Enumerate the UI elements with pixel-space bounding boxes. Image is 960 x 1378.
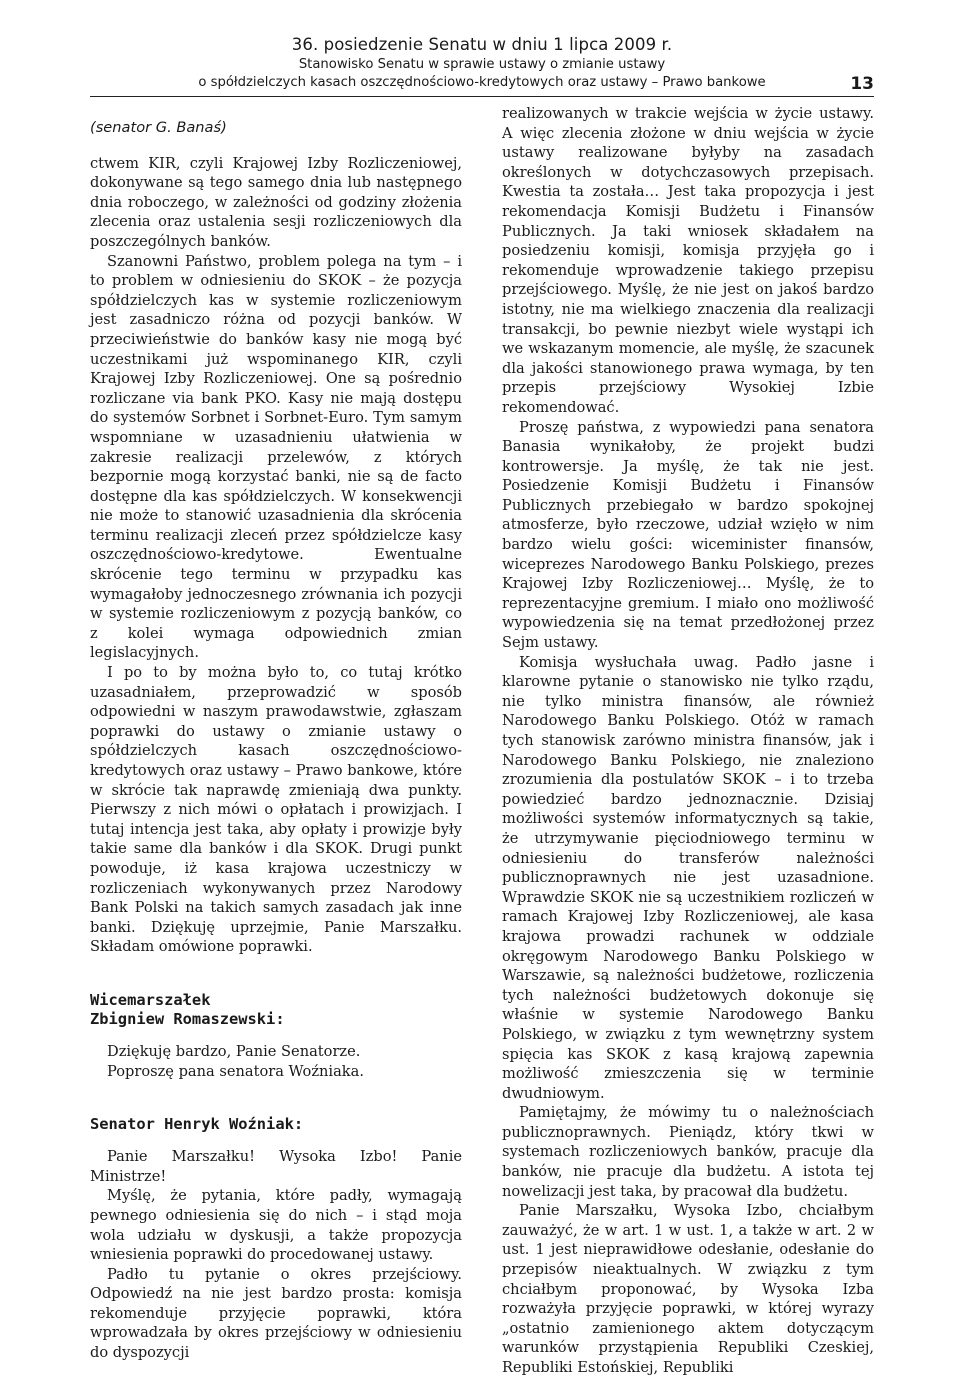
speaker-continuation-note: (senator G. Banaś) bbox=[90, 119, 227, 136]
header-subtitle-line1: Stanowisko Senatu w sprawie ustawy o zmianie ustawy bbox=[298, 57, 666, 72]
right-column bbox=[502, 104, 874, 1378]
paragraph: Komisja wysłuchała uwag. Padło jasne i klarowne pytanie o stanowisko nie tylko rządu, nie tylko ministra finansów, ale również Narodowego Banku Polskiego. Otóż w ramach tych stanowisk zarówno ministra finansów, jak i Narodowego Banku Polskiego, nie znaleziono zrozumienia dla postulatów SKOK – i to trzeba powiedzieć bardzo jednoznacznie. Dzisiaj możliwości systemów informatycznych są takie, że utrzymywanie pięciodniowego terminu w odniesieniu do transferów należności publicznoprawnych nie jest uzasadnione. Wprawdzie SKOK nie są uczestnikiem rozliczeń w ramach Krajowej Izby Rozliczeniowej, ale kasa krajowa prowadzi rachunek w oddziale okręgowym Narodowego Banku Polskiego w Warszawie, są należności budżetowe, rozliczenia tych należności budżetowych dokonuje się właśnie w systemie Narodowego Banku Polskiego, w związku z tym wewnętrzny system spięcia kas SKOK z kasą krajową zapewnia możliwość zmieszczenia się w terminie dwudniowym. bbox=[502, 653, 874, 1102]
left-column bbox=[90, 104, 462, 1363]
paragraph: ctwem KIR, czyli Krajowej Izby Rozliczeniowej, dokonywane są tego samego dnia lub następnego dnia roboczego, w zależności od godziny złożenia zlecenia oraz ustalenia sesji rozliczeniowych dla poszczególnych banków. bbox=[90, 154, 462, 250]
paragraph: Panie Marszałku, Wysoka Izbo, chciałbym zauważyć, że w art. 1 w ust. 1, a także w art. 2 w ust. 1 jest nieprawidłowe odesłanie, odesłanie do przepisów nieaktualnych. W związku z tym chciałbym proponować, by Wysoka Izba rozważyła przyjęcie poprawki, w której wyrazy „ostatnio zamienionego aktem dotyczącym warunków przystąpienia Republiki Czeskiej, Republiki Estońskiej, Republiki bbox=[502, 1202, 874, 1376]
paragraph: Panie Marszałku! Wysoka Izbo! Panie Ministrze! bbox=[90, 1148, 462, 1185]
paragraph: Poproszę pana senatora Woźniaka. bbox=[107, 1062, 364, 1080]
paragraph: realizowanych w trakcie wejścia w życie ustawy. A więc zlecenia złożone w dniu wejścia w życie ustawy realizowane byłyby na zasadach określonych w dotychczasowych przepisach. Kwestia ta została… Jest taka propozycja i jest rekomendacja Komisji Budżetu i Finansów Publicznych. Ja taki wniosek składałem na posiedzeniu komisji, komisja przyjęła go i rekomenduje wprowadzenie takiego przepisu przejściowego. Myślę, że nie jest on jakoś bardzo istotny, nie ma wielkiego znaczenia dla realizacji transakcji, bo pewnie niezbyt wiele wystąpi ich we wskazanym momencie, ale myślę, że szacunek dla jakości stanowionego prawa wymaga, by ten przepis przejściowy Wysokiej Izbie rekomendować. bbox=[502, 105, 874, 416]
page-number: 13 bbox=[850, 74, 874, 94]
speaker-heading: Senator Henryk Woźniak: bbox=[90, 1115, 304, 1134]
paragraph: Myślę, że pytania, które padły, wymagają pewnego odniesienia się do nich – i stąd moja wola udziału w dyskusji, a także propozycja wniesienia poprawki do procedowanej ustawy. bbox=[90, 1187, 462, 1264]
speaker-heading-block bbox=[90, 991, 462, 1029]
speaker-name: Zbigniew Romaszewski: bbox=[90, 1009, 285, 1028]
spacer bbox=[90, 138, 462, 154]
paragraph: Dziękuję bardzo, Panie Senatorze. bbox=[107, 1042, 361, 1060]
speaker-heading bbox=[90, 991, 462, 1029]
speaker-title: Wicemarszałek bbox=[90, 990, 211, 1009]
paragraph: Szanowni Państwo, problem polega na tym – i to problem w odniesieniu do SKOK – że pozycja spółdzielczych kas w systemie rozliczeniowym jest zasadniczo różna od pozycji banków. W przeciwieństwie do banków kasy nie mogą być uczestnikami już wspominanego KIR, czyli Krajowej Izby Rozliczeniowej. One są pośrednio rozliczane via bank PKO. Kasy nie mają dostępu do systemów Sorbnet i Sorbnet-Euro. Tym samym wspomniane w uzasadnieniu ułatwienia w zakresie realizacji przelewów, z których bezpornie mogą korzystać banki, nie są de facto dostępne dla kas spółdzielczych. W konsekwencji nie może to stanowić uzasadnienia dla skrócenia terminu realizacji zleceń przez spółdzielcze kasy oszczędnościowo-kredytowe. Ewentualne skrócenie tego terminu w przypadku kas wymagałoby jednoczesnego zrównania ich pozycji w systemie rozliczeniowym z pozycją banków, co z kolei wymaga odpowiednich zmian legislacyjnych. bbox=[90, 252, 462, 662]
header-divider bbox=[90, 96, 874, 97]
page-header bbox=[90, 34, 874, 96]
paragraph: Pamiętajmy, że mówimy tu o należnościach publicznoprawnych. Pieniądz, który tkwi w systemach rozliczeniowych banków, pracuje dla banków, nie pracuje dla budżetu. A istota tej nowelizacji jest taka, by pracował dla budżetu. bbox=[502, 1104, 874, 1200]
paragraph: Proszę państwa, z wypowiedzi pana senatora Banasia wynikałoby, że projekt budzi kontrowersje. Ja myślę, że tak nie jest. Posiedzenie Komisji Budżetu i Finansów Publicznych przebiegało w bardzo spokojnej atmosferze, było rzeczowe, udział wzięło w nim bardzo wielu gości: wiceminister finansów, wiceprezes Narodowego Banku Polskiego, prezes Krajowej Izby Rozliczeniowej… Myślę, że to reprezentacyjne gremium. I miało ono możliwość wypowiedzenia się na temat przedłożonej przez Sejm ustawy. bbox=[502, 418, 874, 652]
header-subtitle-line2: o spółdzielczych kasach oszczędnościowo-kredytowych oraz ustawy – Prawo bankowe bbox=[198, 75, 766, 90]
speaker-heading-block bbox=[90, 1115, 462, 1134]
header-session-title: 36. posiedzenie Senatu w dniu 1 lipca 2009 r. bbox=[291, 35, 673, 54]
paragraph: Padło tu pytanie o okres przejściowy. Odpowiedź na nie jest bardzo prosta: komisja rekomenduje przyjęcie poprawki, która wprowadzała by okres przejściowy w odniesieniu do dyspozycji bbox=[90, 1265, 462, 1362]
paragraph: I po to by można było to, co tutaj krótko uzasadniałem, przeprowadzić w sposób odpowiedni w naszym prawodawstwie, zgłaszam poprawki do ustawy o zmianie ustawy o spółdzielczych kasach oszczędnościowo-kredytowych oraz ustawy – Prawo bankowe, które w skrócie tak naprawdę zmieniają dwa punkty. Pierwszy z nich mówi o opłatach i prowizjach. I tutaj intencja jest taka, aby opłaty i prowizje były takie same dla banków i dla SKOK. Drugi punkt powoduje, iż kasa krajowa uczestniczy w rozliczeniach wykonywanych przez Narodowy Bank Polski na takich samych zasadach jak inne banki. Dziękuję uprzejmie, Panie Marszałku. Składam omówione poprawki. bbox=[90, 664, 462, 956]
